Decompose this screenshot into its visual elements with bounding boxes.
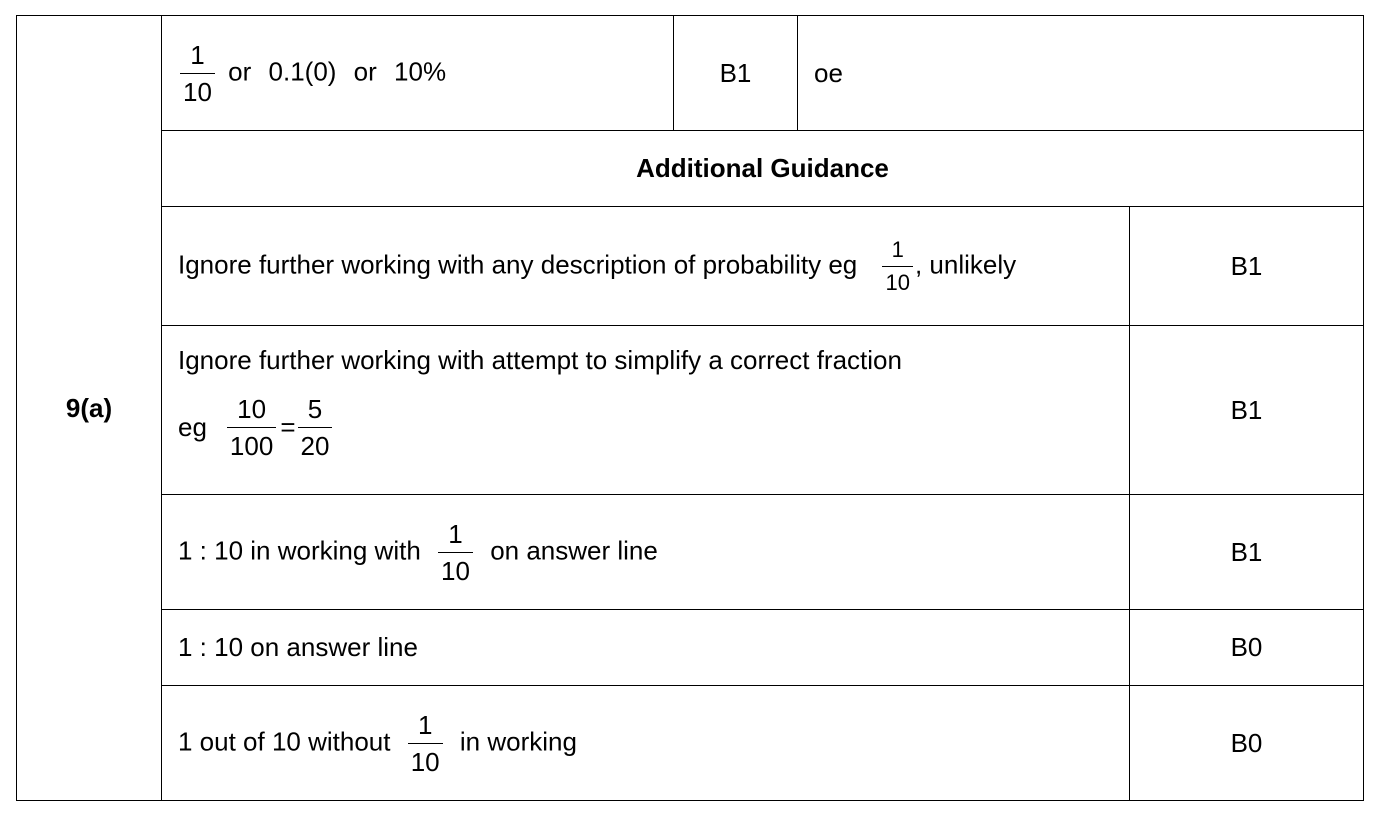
guidance-row-3-text-after: on answer line <box>490 534 658 565</box>
guidance-row-5-mark: B0 <box>1230 727 1263 758</box>
guidance-row-2-equals: = <box>280 412 296 442</box>
guidance-row-3-text-cell <box>178 495 1123 609</box>
guidance-row-1-text-after: , unlikely <box>914 248 1017 279</box>
guidance-row-4-mark-cell <box>1130 610 1363 685</box>
guidance-row-1-text <box>178 236 1017 295</box>
guidance-row-2-line-1: Ignore further working with attempt to simplify a correct fraction <box>178 345 902 375</box>
guidance-heading-cell <box>162 131 1363 206</box>
guidance-row-5-text-before: 1 out of 10 without <box>178 725 391 756</box>
answer-mark: B1 <box>719 57 752 88</box>
fraction-numerator: 1 <box>448 518 463 549</box>
fraction-denominator: 10 <box>882 266 912 294</box>
guidance-row-1-text-before: Ignore further working with any description of probability eg <box>178 248 858 279</box>
answer-or-2: or <box>353 55 377 86</box>
guidance-row-3-fraction <box>438 518 473 586</box>
guidance-row-1-mark-cell <box>1130 207 1363 325</box>
guidance-row-4-text: 1 : 10 on answer line <box>178 632 418 662</box>
answer-fraction <box>180 39 215 107</box>
guidance-row-2-mark-cell <box>1130 326 1363 494</box>
answer-cell <box>178 16 668 130</box>
fraction-numerator: 1 <box>190 39 205 70</box>
answer-comment: oe <box>814 57 843 88</box>
answer-mark-cell <box>674 16 797 130</box>
guidance-row-1-mark: B1 <box>1230 250 1263 281</box>
fraction-denominator: 10 <box>438 552 473 584</box>
fraction-numerator: 10 <box>237 394 267 424</box>
guidance-row-3-text <box>178 518 658 586</box>
guidance-row-5-text-cell <box>178 686 1123 800</box>
table-right-border <box>1363 15 1364 801</box>
answer-comment-divider <box>797 15 798 131</box>
fraction-denominator: 10 <box>408 743 443 775</box>
fraction-denominator: 100 <box>227 427 276 459</box>
answer-comment-cell <box>814 16 1354 130</box>
guidance-row-3-mark-cell <box>1130 495 1363 609</box>
fraction-numerator: 1 <box>417 709 433 740</box>
guidance-row-1-fraction <box>882 236 912 295</box>
table-bottom-border <box>16 800 1364 801</box>
guidance-row-2-text-cell <box>178 326 1123 494</box>
fraction-numerator: 5 <box>307 394 323 424</box>
guidance-row-4-text-cell <box>178 610 1123 685</box>
guidance-row-5-text-after: in working <box>459 725 577 756</box>
answer-or-1: or <box>228 55 252 86</box>
guidance-row-1-text-cell <box>178 207 1123 325</box>
guidance-row-3-mark: B1 <box>1230 536 1263 567</box>
answer-text <box>178 39 447 107</box>
guidance-row-2-eg: eg <box>178 412 207 442</box>
question-label: 9(a) <box>65 392 113 423</box>
guidance-row-2-fraction-a <box>227 396 276 459</box>
guidance-row-2-fraction-b <box>298 396 333 459</box>
fraction-denominator: 10 <box>180 73 215 105</box>
fraction-numerator: 1 <box>891 236 904 262</box>
fraction-denominator: 20 <box>298 427 333 459</box>
guidance-row-5-mark-cell <box>1130 686 1363 800</box>
guidance-row-2-mark: B1 <box>1230 394 1263 425</box>
guidance-heading: Additional Guidance <box>636 153 889 183</box>
guidance-row-5-text <box>178 709 577 777</box>
guidance-row-5-fraction <box>408 709 443 777</box>
answer-percent: 10% <box>394 55 447 86</box>
guidance-row-4-mark: B0 <box>1230 632 1263 662</box>
guidance-row-3-text-before: 1 : 10 in working with <box>178 534 421 565</box>
question-label-cell <box>17 16 161 800</box>
guidance-row-2-line-2 <box>178 396 338 459</box>
answer-decimal: 0.1(0) <box>268 55 337 86</box>
